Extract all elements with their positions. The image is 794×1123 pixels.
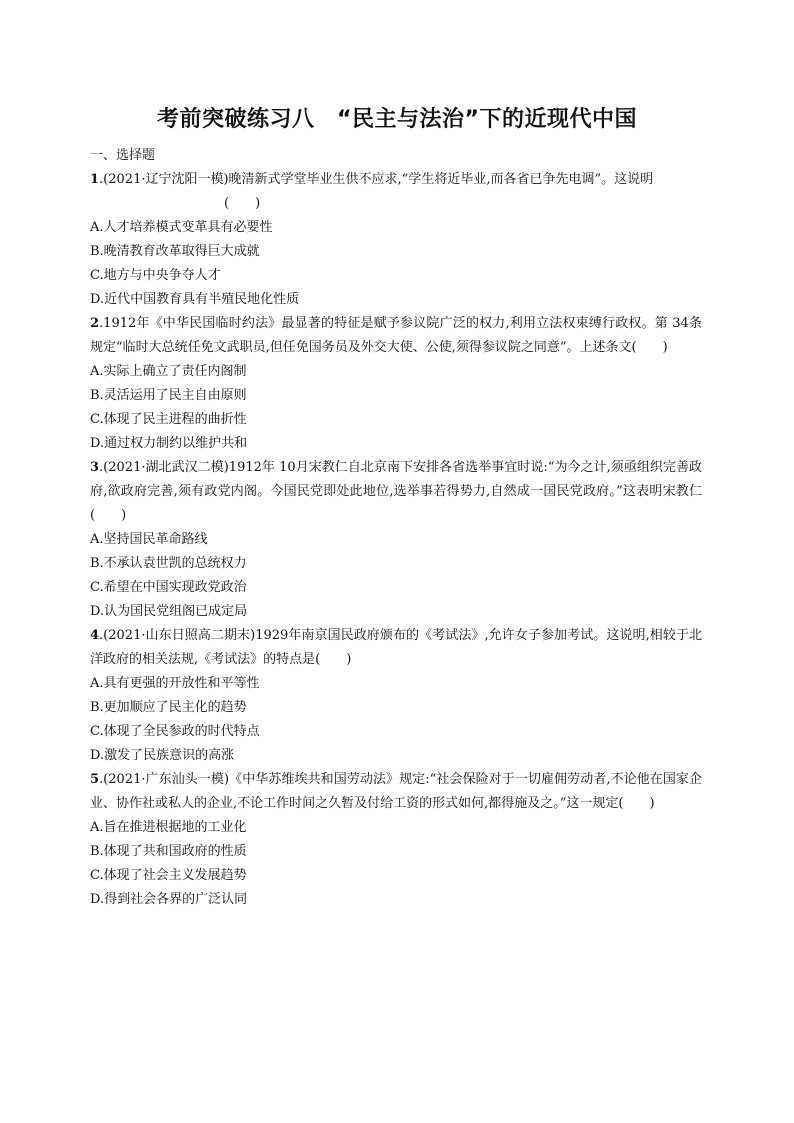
option-c: C.希望在中国实现政党政治	[90, 580, 247, 595]
question-text: .1912年《中华民国临时约法》最显著的特征是赋予参议院广泛的权力,利用立法权束缚行政权。第 34条规定“临时大总统任免文武职员,但任免国务员及外交大使、公使,须得参议院之同意”。上述条文( )	[90, 316, 702, 355]
question-text: .(2021·湖北武汉二模)1912年 10月宋教仁自北京南下安排各省选举事宜时说:“为今之计,须亟组织完善政府,欲政府完善,须有政党内阁。今国民党即处此地位,选举事若得势力,自然成一国民党政府。”这表明宋教仁( )	[90, 460, 702, 523]
option-c: C.体现了全民参政的时代特点	[90, 724, 260, 739]
question-1	[90, 168, 702, 312]
question-stem	[90, 168, 702, 216]
question-stem	[90, 624, 702, 672]
question-4	[90, 624, 702, 768]
option-c: C.体现了社会主义发展趋势	[90, 868, 247, 883]
question-text: .(2021·广东汕头一模)《中华苏维埃共和国劳动法》规定:“社会保险对于一切雇佣劳动者,不论他在国家企业、协作社或私人的企业,不论工作时间之久暂及付给工资的形式如何,都得施及之。”这一规定( )	[90, 772, 702, 811]
option-d: D.近代中国教育具有半殖民地化性质	[90, 292, 300, 307]
option-b: B.不承认袁世凯的总统权力	[90, 556, 247, 571]
option-c: C.地方与中央争夺人才	[90, 268, 221, 283]
answer-blank: ( )	[224, 196, 261, 211]
option-a: A.实际上确立了责任内阁制	[90, 364, 247, 379]
question-stem	[90, 456, 702, 528]
option-b: B.体现了共和国政府的性质	[90, 844, 247, 859]
option-b: B.晚清教育改革取得巨大成就	[90, 244, 260, 259]
question-3	[90, 456, 702, 624]
option-b: B.更加顺应了民主化的趋势	[90, 700, 247, 715]
option-a: A.人才培养模式变革具有必要性	[90, 220, 273, 235]
question-5	[90, 768, 702, 912]
section-heading: 一、选择题	[90, 148, 156, 163]
question-number: 3	[90, 460, 100, 475]
option-d: D.认为国民党组阁已成定局	[90, 604, 248, 619]
option-c: C.体现了民主进程的曲折性	[90, 412, 247, 427]
question-text: .(2021·山东日照高二期末)1929年南京国民政府颁布的《考试法》,允许女子参加考试。这说明,相较于北洋政府的相关法规,《考试法》的特点是( )	[90, 628, 702, 667]
question-number: 5	[90, 772, 100, 787]
option-a: A.旨在推进根据地的工业化	[90, 820, 247, 835]
option-a: A.具有更强的开放性和平等性	[90, 676, 260, 691]
option-d: D.激发了民族意识的高涨	[90, 748, 235, 763]
option-d: D.得到社会各界的广泛认同	[90, 892, 248, 907]
question-section	[90, 144, 702, 912]
question-number: 1	[90, 172, 100, 187]
question-number: 4	[90, 628, 100, 643]
option-d: D.通过权力制约以维护共和	[90, 436, 248, 451]
question-number: 2	[90, 316, 100, 331]
question-stem	[90, 312, 702, 360]
option-b: B.灵活运用了民主自由原则	[90, 388, 247, 403]
page-title: 考前突破练习八 “民主与法治”下的近现代中国	[157, 107, 637, 132]
question-2	[90, 312, 702, 456]
question-stem	[90, 768, 702, 816]
question-text: .(2021·辽宁沈阳一模)晚清新式学堂毕业生供不应求,“学生将近毕业,而各省已争先电调”。这说明	[99, 172, 654, 187]
option-a: A.坚持国民革命路线	[90, 532, 208, 547]
